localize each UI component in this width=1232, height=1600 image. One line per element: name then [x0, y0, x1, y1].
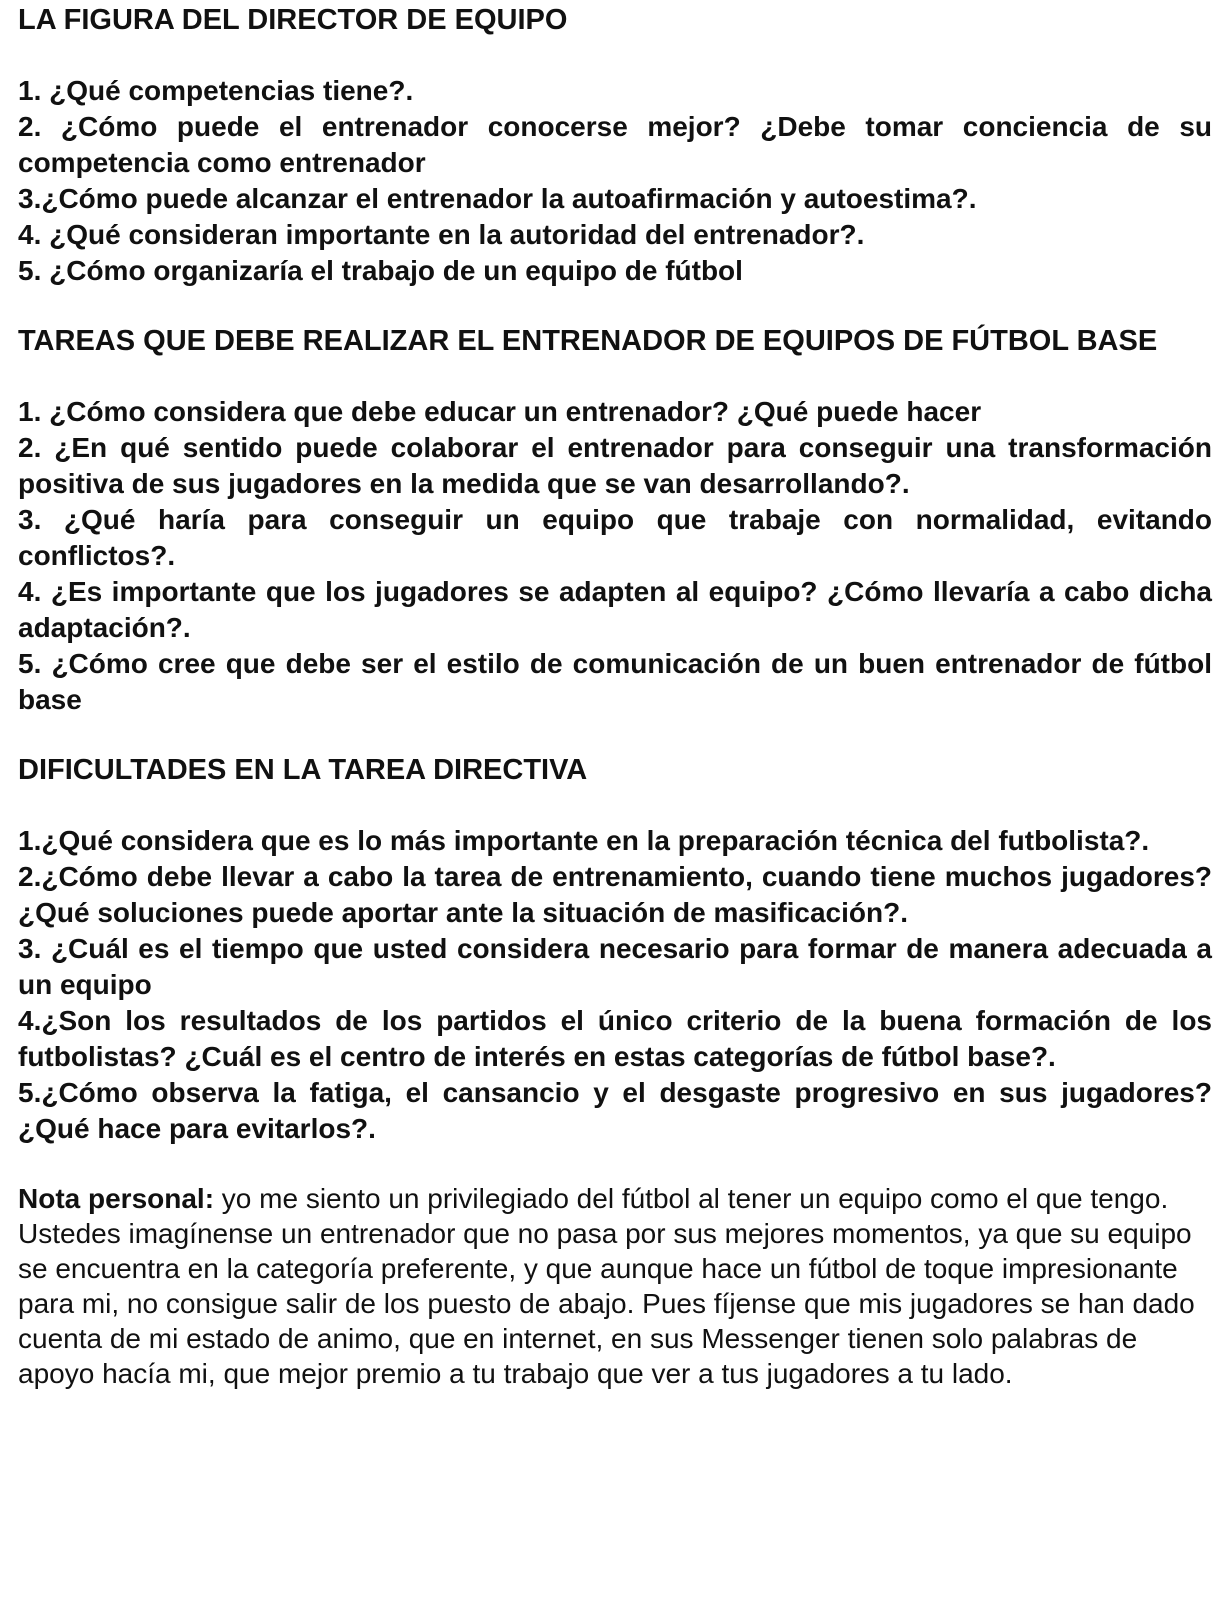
list-item: 3. ¿Cuál es el tiempo que usted considera necesario para formar de manera adecuada a un equipo: [18, 933, 1212, 1000]
list-item: 4. ¿Qué consideran importante en la autoridad del entrenador?.: [18, 219, 865, 250]
personal-note-label: Nota personal:: [18, 1183, 215, 1214]
list-item: 2. ¿Cómo puede el entrenador conocerse mejor? ¿Debe tomar conciencia de su competencia como entrenador: [18, 111, 1212, 178]
list-item: 1.¿Qué considera que es lo más importante en la preparación técnica del futbolista?.: [18, 825, 1150, 856]
document-page: [18, 2, 1212, 1391]
personal-note-text: yo me siento un privilegiado del fútbol al tener un equipo como el que tengo. Ustedes imagínense un entrenador que no pasa por sus mejores momentos, ya que su equipo se encuentra en la categoría preferente, y que aunque hace un fútbol de toque impresionante para mi, no consigue salir de los puesto de abajo. Pues fíjense que mis jugadores se han dado cuenta de mi estado de animo, que en internet, en sus Messenger tienen solo palabras de apoyo hacía mi, que mejor premio a tu trabajo que ver a tus jugadores a tu lado.: [18, 1183, 1195, 1389]
list-item: 1. ¿Qué competencias tiene?.: [18, 75, 414, 106]
personal-note: [18, 1181, 1212, 1391]
list-item: 2. ¿En qué sentido puede colaborar el entrenador para conseguir una transformación positiva de sus jugadores en la medida que se van desarrollando?.: [18, 432, 1212, 499]
list-item: 4.¿Son los resultados de los partidos el único criterio de la buena formación de los futbolistas? ¿Cuál es el centro de interés en estas categorías de fútbol base?.: [18, 1005, 1212, 1072]
list-item: 5. ¿Cómo organizaría el trabajo de un equipo de fútbol: [18, 255, 743, 286]
section-title: LA FIGURA DEL DIRECTOR DE EQUIPO: [18, 4, 568, 36]
section-title: DIFICULTADES EN LA TAREA DIRECTIVA: [18, 754, 588, 786]
list-item: 5. ¿Cómo cree que debe ser el estilo de comunicación de un buen entrenador de fútbol base: [18, 648, 1212, 715]
section-coach-tasks: [18, 323, 1212, 718]
list-item: 1. ¿Cómo considera que debe educar un entrenador? ¿Qué puede hacer: [18, 396, 982, 427]
list-item: 2.¿Cómo debe llevar a cabo la tarea de entrenamiento, cuando tiene muchos jugadores? ¿Qué soluciones puede aportar ante la situación de masificación?.: [18, 861, 1212, 928]
list-item: 3. ¿Qué haría para conseguir un equipo que trabaje con normalidad, evitando conflictos?.: [18, 504, 1212, 571]
list-item: 4. ¿Es importante que los jugadores se adapten al equipo? ¿Cómo llevaría a cabo dicha adaptación?.: [18, 576, 1212, 643]
list-item: 3.¿Cómo puede alcanzar el entrenador la autoafirmación y autoestima?.: [18, 183, 977, 214]
section-management-difficulties: [18, 752, 1212, 1147]
section-title: TAREAS QUE DEBE REALIZAR EL ENTRENADOR DE EQUIPOS DE FÚTBOL BASE: [18, 325, 1158, 357]
list-item: 5.¿Cómo observa la fatiga, el cansancio y el desgaste progresivo en sus jugadores?¿Qué hace para evitarlos?.: [18, 1077, 1212, 1144]
section-director-figure: [18, 2, 1212, 289]
